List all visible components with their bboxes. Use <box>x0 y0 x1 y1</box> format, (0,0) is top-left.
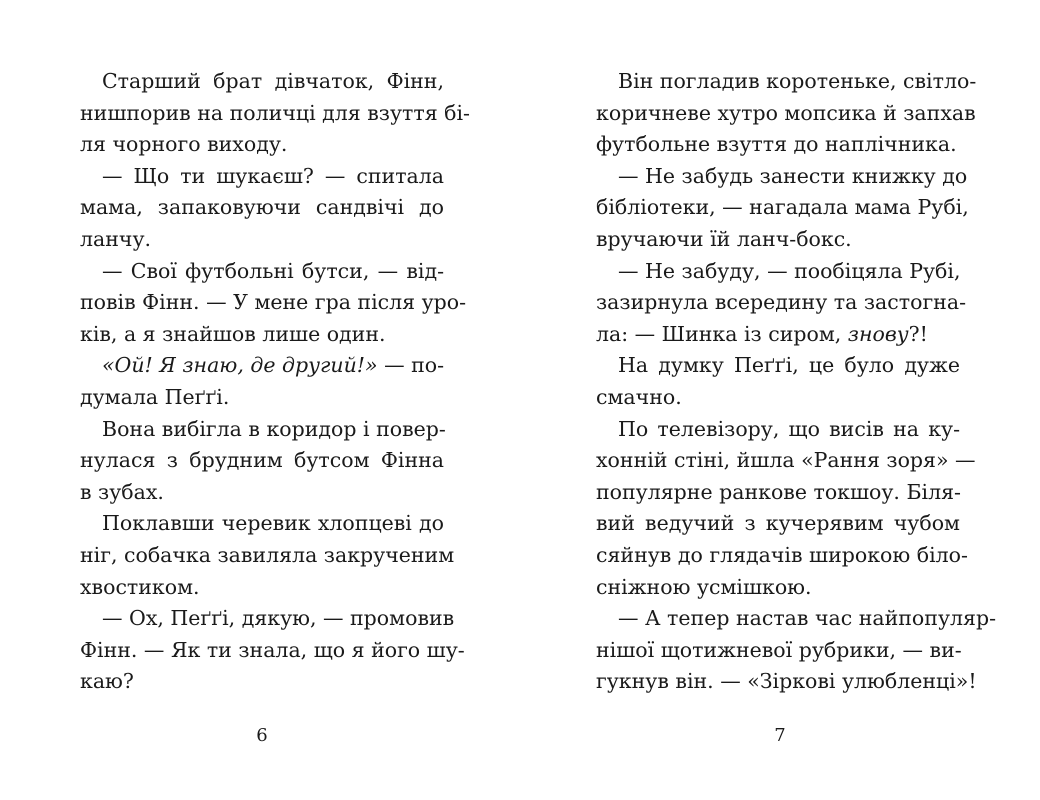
italic-thought: «Ой! Я знаю, де другий!» <box>102 353 378 378</box>
text-line: ланчу. <box>80 226 152 251</box>
text-line: хонній стіні, йшла «Рання зоря» — <box>596 448 976 473</box>
text-fragment: — по- <box>377 353 445 378</box>
text-line: зазирнула всередину та застогна- <box>596 290 966 315</box>
text-line: Поклавши черевик хлопцеві до <box>102 511 444 536</box>
text-fragment: ?! <box>908 321 928 346</box>
text-line: коричневе хутро мопсика й запхав <box>596 100 976 125</box>
text-line: вий ведучий з кучерявим чубом <box>596 511 960 536</box>
text-line: повів Фінн. — У мене гра після уро- <box>80 290 467 315</box>
paragraph <box>80 161 444 256</box>
paragraph <box>80 66 470 161</box>
text-line: бібліотеки, — нагадала мама Рубі, <box>596 195 969 220</box>
text-line: хвостиком. <box>80 574 200 599</box>
text-line: в зубах. <box>80 479 164 504</box>
paragraph <box>596 414 976 604</box>
paragraph <box>596 66 977 161</box>
text-line: нулася з брудним бутсом Фінна <box>80 448 444 473</box>
text-line <box>596 319 960 351</box>
right-page <box>596 66 997 698</box>
text-line: — Що ти шукаєш? — спитала <box>102 163 444 188</box>
text-line: Вона вибігла в коридор і повер- <box>102 416 446 441</box>
text-line: думала Пеґґі. <box>80 384 230 409</box>
page-number-left: 6 <box>256 725 268 746</box>
paragraph <box>596 603 997 698</box>
text-line: сяйнув до глядачів широкою біло- <box>596 542 968 567</box>
italic-word: знову <box>847 321 909 346</box>
text-line: Фінн. — Як ти знала, що я його шу- <box>80 637 465 662</box>
text-line: На думку Пеґґі, це було дуже <box>618 353 960 378</box>
text-line <box>80 350 444 382</box>
text-line: нішої щотижневої рубрики, — ви- <box>596 637 962 662</box>
paragraph <box>596 256 966 351</box>
text-line: ків, а я знайшов лише один. <box>80 321 386 346</box>
text-line: нишпорив на поличці для взуття бі- <box>80 100 470 125</box>
page-number-right: 7 <box>774 725 786 746</box>
text-line: ля чорного виходу. <box>80 132 288 157</box>
paragraph <box>80 350 444 413</box>
paragraph <box>80 256 467 351</box>
text-line: — Свої футбольні бутси, — від- <box>102 258 444 283</box>
text-line: ніг, собачка завиляла закрученим <box>80 542 455 567</box>
left-page <box>80 66 470 698</box>
text-line: популярне ранкове токшоу. Біля- <box>596 479 961 504</box>
paragraph <box>80 508 455 603</box>
paragraph <box>80 414 444 509</box>
text-line: По телевізору, що висів на ку- <box>618 416 960 441</box>
paragraph <box>80 603 465 698</box>
paragraph <box>596 161 969 256</box>
text-line: смачно. <box>596 384 682 409</box>
text-line: сніжною усмішкою. <box>596 574 812 599</box>
text-line: мама, запаковуючи сандвічі до <box>80 195 444 220</box>
text-line: вручаючи їй ланч-бокс. <box>596 226 852 251</box>
text-line: — Ох, Пеґґі, дякую, — промовив <box>102 606 455 631</box>
text-line: футбольне взуття до наплічника. <box>596 132 957 157</box>
text-fragment: ла: — Шинка із сиром, <box>596 321 848 346</box>
paragraph <box>596 350 960 413</box>
text-line: — Не забуду, — пообіцяла Рубі, <box>618 258 961 283</box>
text-line: — А тепер настав час найпопуляр- <box>618 606 997 631</box>
text-line: — Не забудь занести книжку до <box>618 163 968 188</box>
text-line: каю? <box>80 669 134 694</box>
text-line: гукнув він. — «Зіркові улюбленці»! <box>596 669 977 694</box>
text-line: Старший брат дівчаток, Фінн, <box>102 69 444 93</box>
text-line: Він погладив коротеньке, світло- <box>618 69 977 93</box>
